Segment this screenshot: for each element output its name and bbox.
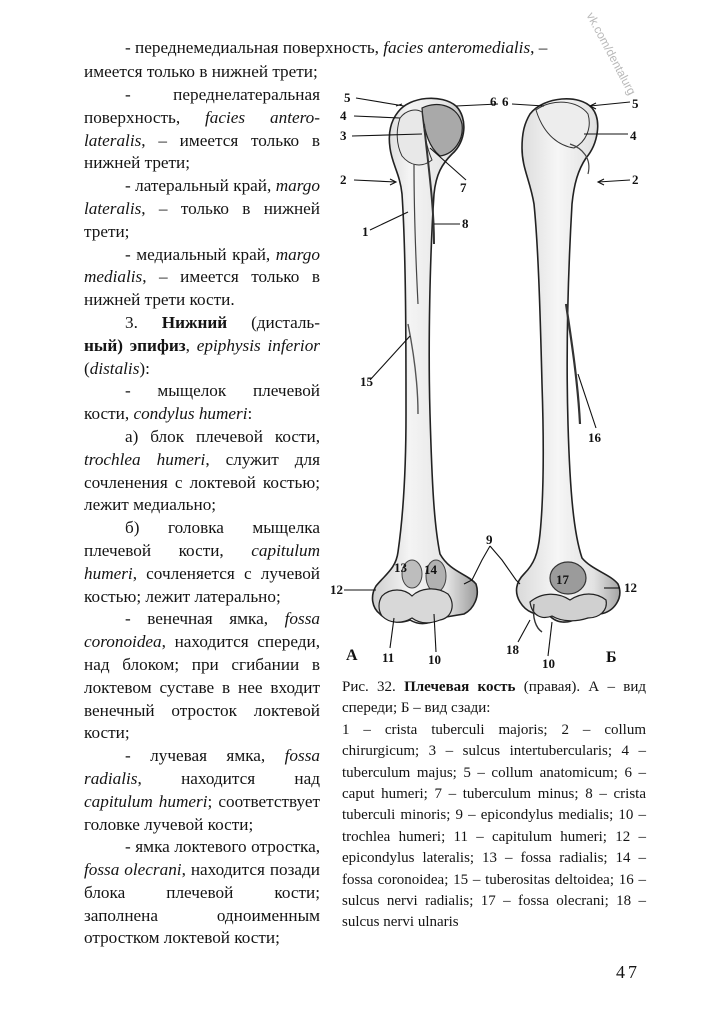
figure-label: 15 (360, 374, 373, 389)
figure-label: 4 (630, 128, 637, 143)
text-line: - переднемедиальная поверхность, facies anteromedialis, – (125, 38, 548, 57)
figure-label: 11 (382, 650, 395, 665)
caption-title: Рис. 32. Плечевая кость (правая). А – вид спереди; Б – вид сзади: (342, 679, 646, 717)
paragraph: - латеральный край, margo lateralis, – только в нижней трети; (84, 176, 320, 241)
figure-label: 2 (340, 172, 347, 187)
caption-legend: 1 – crista tuberculi majoris; 2 – collum chirurgicum; 3 – sulcus intertubercularis; 4 – tuberculum majus; 5 – collum anatomicum; 6 – caput humeri; 7 – tuberculum minus; 8 – crista tuberculi minoris; 9 – epicondylus medialis; 10 – trochlea humeri; 11 – capitulum humeri; 12 – epicondylus lateralis; 13 – fossa radialis; 14 – fossa coronoidea; 15 – tuberositas deltoidea; 16 – sulcus nervi radialis; 17 – fossa olecrani; 18 – sulcus nervi ulnaris (342, 721, 646, 931)
figure-label: 10 (428, 652, 441, 667)
paragraph: - ямка локтевого отростка, fossa olecrani, находится позади блока плечевой кости; заполнена одноименным отростком локтевой кости; (84, 837, 320, 948)
figure-label: 1 (362, 224, 369, 239)
figure-label: 16 (588, 430, 601, 445)
view-label-a: А (346, 647, 358, 664)
figure-label: 2 (632, 172, 639, 187)
page-number: 47 (616, 962, 640, 982)
figure-label: 5 (632, 96, 639, 111)
paragraph: - венечная ямка, fossa coronoidea, находится спереди, над блоком; при сгибании в локтевом суставе в нее входит венечный отросток локтевой кости; (84, 609, 320, 743)
paragraph: - переднелатеральная поверхность, facies antero-lateralis, – имеется только в нижней трети; (84, 85, 320, 173)
figure-label: 6 (490, 94, 497, 109)
bone-posterior-view (517, 99, 620, 632)
paragraph: - лучевая ямка, fossa radialis, находится над capitulum humeri; соответствует головке лучевой кости; (84, 746, 321, 834)
figure-label: 7 (460, 180, 467, 195)
body-text-column (84, 84, 320, 950)
figure-label: 18 (506, 642, 519, 657)
figure-label: 9 (486, 532, 493, 547)
figure-label: 6 (502, 94, 509, 109)
paragraph: - мыщелок плечевой кости, condylus humeri: (84, 381, 320, 424)
figure-label: 17 (556, 572, 569, 587)
figure-label: 4 (340, 108, 347, 123)
figure-label: 12 (624, 580, 637, 595)
text-line: имеется только в нижней трети; (84, 62, 318, 81)
figure-label: 10 (542, 656, 555, 671)
figure-label: 14 (424, 562, 437, 577)
figure-label: 3 (340, 128, 347, 143)
paragraph: б) головка мыщелка плечевой кости, capitulum humeri, сочленяется с лучевой костью; лежит латерально; (84, 518, 320, 606)
figure-label: 5 (344, 90, 351, 105)
figure-caption (342, 677, 646, 934)
humerus-illustration (330, 84, 655, 674)
bone-anterior-view (373, 98, 478, 623)
view-label-b: Б (606, 649, 617, 666)
paragraph: - медиальный край, margo medialis, – имеется только в нижней трети кости. (84, 244, 320, 310)
humerus-figure (330, 84, 655, 674)
watermark: vk.com/dentalurg (583, 10, 639, 98)
figure-label: 12 (330, 582, 343, 597)
section-heading-paragraph: 3. Нижний (дисталь- ный) эпифиз, epiphysis inferior (distalis): (84, 312, 320, 378)
paragraph: а) блок плечевой кости, trochlea humeri, служит для сочленения с локтевой костью; лежит медиально; (84, 426, 320, 515)
figure-label: 13 (394, 560, 407, 575)
figure-label: 8 (462, 216, 469, 231)
